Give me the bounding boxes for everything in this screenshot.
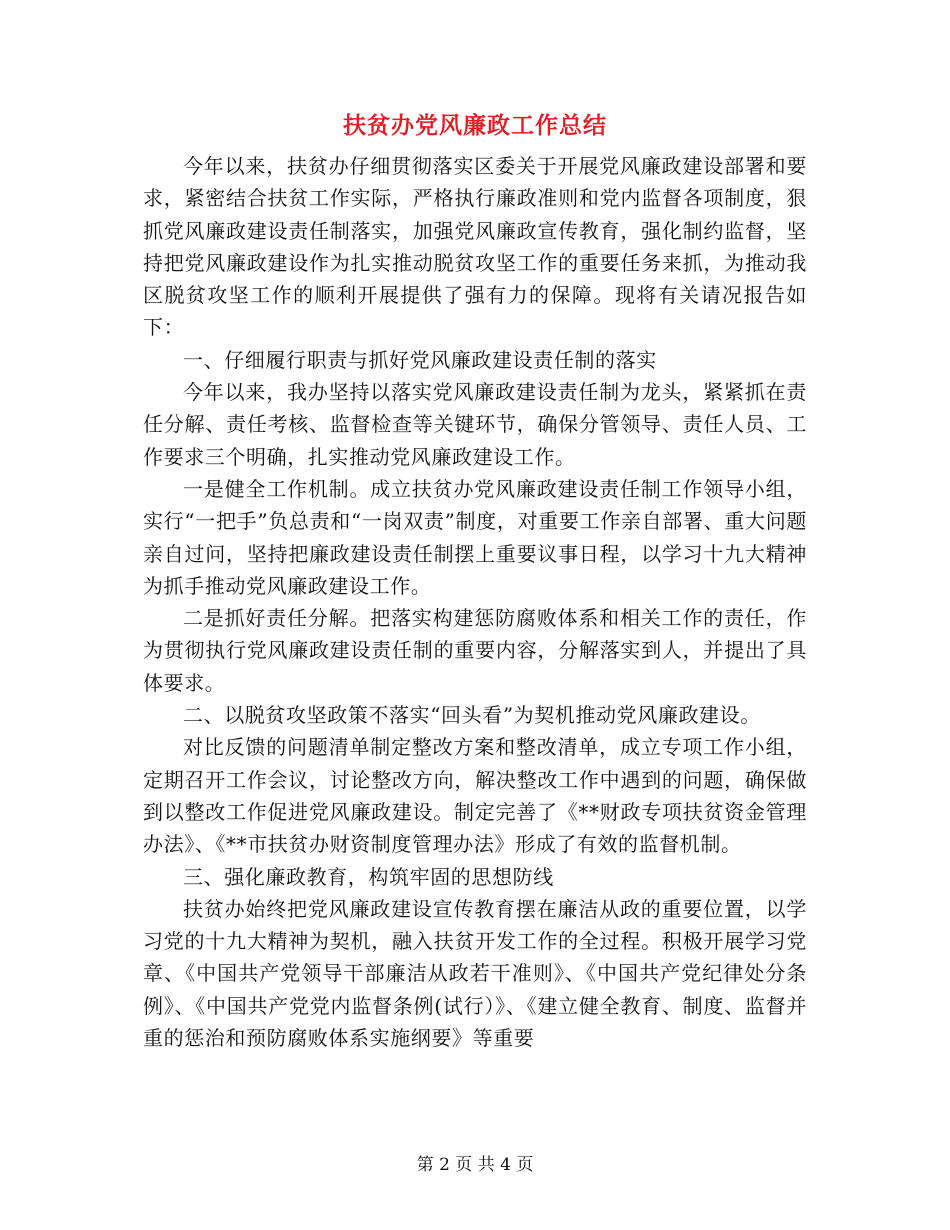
page-number: 第 2 页 共 4 页 [416, 1155, 534, 1175]
section-heading-1: 一、仔细履行职责与抓好党风廉政建设责任制的落实 [183, 347, 657, 372]
paragraph-section-2: 对比反馈的问题清单制定整改方案和整改清单，成立专项工作小组，定期召开工作会议，讨论整改方向，解决整改工作中遇到的问题，确保做到以整改工作促进党风廉政建设。制定完善了《**财政专项扶贫资金管理办法》、《**市扶贫办财资制度管理办法》形成了有效的监督机制。 [143, 735, 807, 857]
paragraph-section-3: 扶贫办始终把党风廉政建设宣传教育摆在廉洁从政的重要位置，以学习党的十九大精神为契机，融入扶贫开发工作的全过程。积极开展学习党章、《中国共产党领导干部廉洁从政若干准则》、《中国共产党纪律处分条例》、《中国共产党党内监督条例(试行）》、《建立健全教育、制度、监督并重的惩治和预防腐败体系实施纲要》等重要 [143, 896, 807, 1051]
page-footer [0, 1153, 950, 1177]
section-heading-2: 二、以脱贫攻坚政策不落实“回头看”为契机推动党风廉政建设。 [183, 703, 761, 728]
document-body [143, 150, 807, 1054]
document-title: 扶贫办党风廉政工作总结 [343, 113, 607, 139]
paragraph-responsibility: 二是抓好责任分解。把落实构建惩防腐败体系和相关工作的责任，作为贯彻执行党风廉政建设责任制的重要内容，分解落实到人，并提出了具体要求。 [143, 606, 807, 695]
paragraph-section-1: 今年以来，我办坚持以落实党风廉政建设责任制为龙头，紧紧抓在责任分解、责任考核、监督检查等关键环节，确保分管领导、责任人员、工作要求三个明确，扎实推动党风廉政建设工作。 [143, 380, 807, 469]
section-heading-3: 三、强化廉政教育，构筑牢固的思想防线 [183, 864, 554, 889]
paragraph-intro: 今年以来，扶贫办仔细贯彻落实区委关于开展党风廉政建设部署和要求，紧密结合扶贫工作实际，严格执行廉政准则和党内监督各项制度，狠抓党风廉政建设责任制落实，加强党风廉政宣传教育，强化制约监督，坚持把党风廉政建设作为扎实推动脱贫攻坚工作的重要任务来抓，为推动我区脱贫攻坚工作的顺利开展提供了强有力的保障。现将有关请况报告如下： [143, 154, 807, 340]
paragraph-mechanism: 一是健全工作机制。成立扶贫办党风廉政建设责任制工作领导小组，实行“一把手”负总责和“一岗双责”制度，对重要工作亲自部署、重大问题亲自过问，坚持把廉政建设责任制摆上重要议事日程，以学习十九大精神为抓手推动党风廉政建设工作。 [143, 476, 807, 598]
